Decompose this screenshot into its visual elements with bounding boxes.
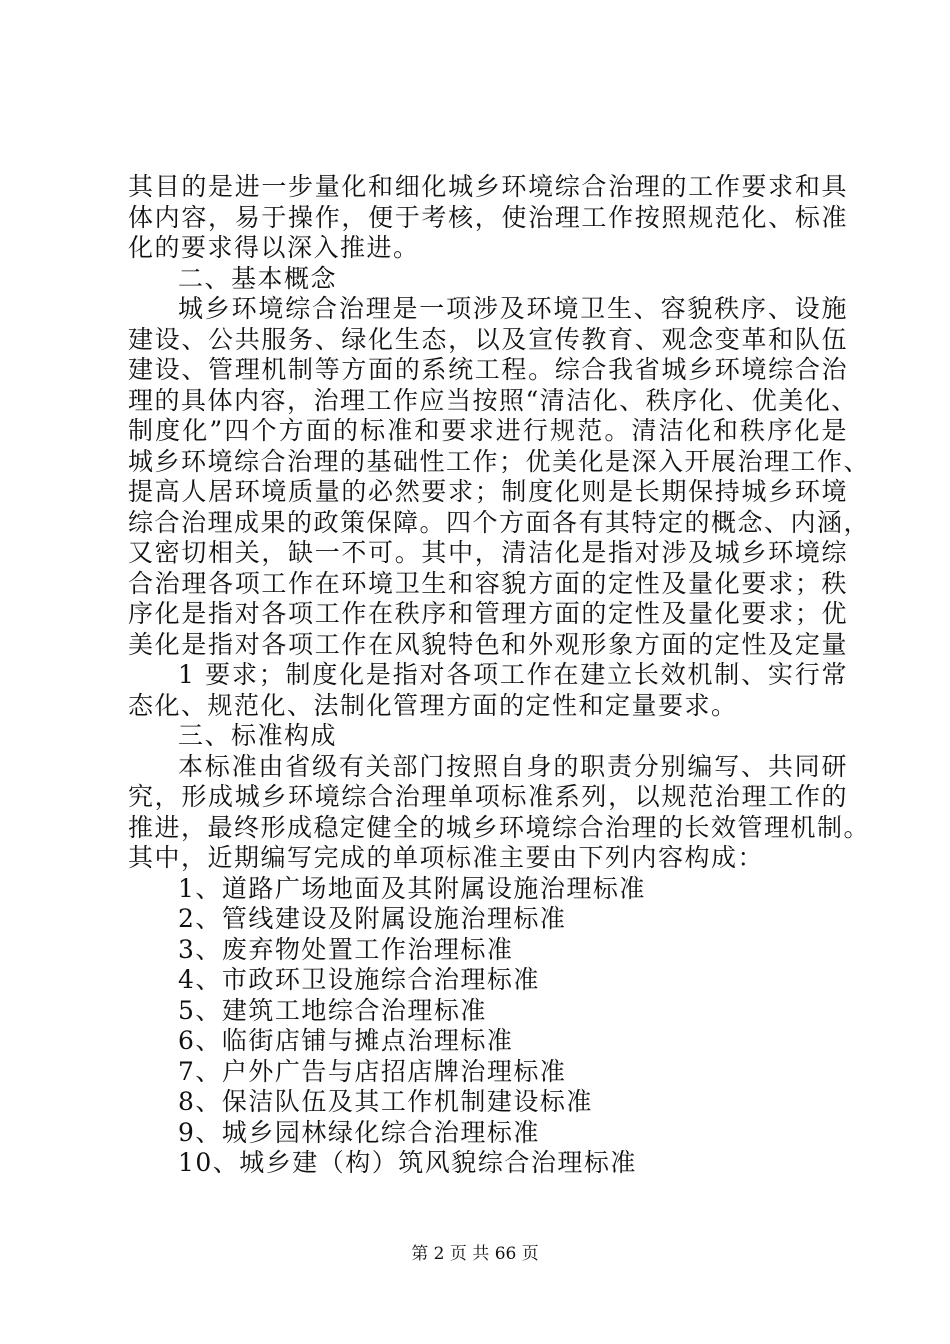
text-line: 态化、规范化、法制化管理方面的定性和定量要求。: [128, 690, 738, 720]
text-line: 建设、公共服务、绿化生态，以及宣传教育、观念变革和队伍: [128, 324, 848, 354]
section-heading: 二、基本概念: [178, 263, 338, 293]
text-line: 本标准由省级有关部门按照自身的职责分别编写、共同研: [178, 751, 848, 781]
list-item: 2、管线建设及附属设施治理标准: [178, 904, 567, 933]
list-item: 10、城乡建（构）筑风貌综合治理标准: [178, 1148, 637, 1177]
list-item: 9、城乡园林绿化综合治理标准: [178, 1117, 540, 1147]
text-line: 城乡环境综合治理的基础性工作；优美化是深入开展治理工作、: [128, 446, 871, 476]
text-line: 究，形成城乡环境综合治理单项标准系列，以规范治理工作的: [128, 782, 848, 811]
list-item: 8、保洁队伍及其工作机制建设标准: [178, 1087, 593, 1116]
text-line: 美化是指对各项工作在风貌特色和外观形象方面的定性及定量: [128, 629, 848, 659]
text-line: 其中，近期编写完成的单项标准主要由下列内容构成：: [128, 843, 765, 872]
text-line: 1 要求；制度化是指对各项工作在建立长效机制、实行常: [178, 660, 848, 689]
list-item: 1、道路广场地面及其附属设施治理标准: [178, 873, 646, 903]
section-heading: 三、标准构成: [178, 721, 338, 750]
text-line: 制度化”四个方面的标准和要求进行规范。清洁化和秩序化是: [128, 416, 848, 445]
text-line: 又密切相关，缺一不可。其中，清洁化是指对涉及城乡环境综: [128, 538, 848, 567]
body-text: [128, 172, 871, 1179]
text-line: 建设、管理机制等方面的系统工程。综合我省城乡环境综合治: [128, 355, 848, 384]
list-item: 5、建筑工地综合治理标准: [178, 995, 487, 1025]
list-item: 3、废弃物处置工作治理标准: [178, 934, 514, 964]
text-line: 其目的是进一步量化和细化城乡环境综合治理的工作要求和具: [128, 172, 848, 201]
text-line: 综合治理成果的政策保障。四个方面各有其特定的概念、内涵，: [128, 507, 871, 537]
text-line: 提高人居环境质量的必然要求；制度化则是长期保持城乡环境: [128, 477, 848, 506]
text-line: 推进，最终形成稳定健全的城乡环境综合治理的长效管理机制。: [128, 812, 871, 842]
text-line: 合治理各项工作在环境卫生和容貌方面的定性及量化要求；秩: [128, 568, 848, 598]
text-line: 序化是指对各项工作在秩序和管理方面的定性及量化要求；优: [128, 599, 848, 628]
list-item: 4、市政环卫设施综合治理标准: [178, 965, 540, 994]
text-line: 城乡环境综合治理是一项涉及环境卫生、容貌秩序、设施: [178, 294, 848, 323]
list-item: 6、临街店铺与摊点治理标准: [178, 1026, 514, 1055]
text-line: 化的要求得以深入推进。: [128, 233, 420, 262]
text-line: 理的具体内容，治理工作应当按照“清洁化、秩序化、优美化、: [128, 385, 858, 415]
page-footer: 第 2 页 共 66 页: [411, 1244, 539, 1264]
text-line: 体内容，易于操作，便于考核，使治理工作按照规范化、标准: [128, 202, 848, 232]
list-item: 7、户外广告与店招店牌治理标准: [178, 1056, 567, 1086]
